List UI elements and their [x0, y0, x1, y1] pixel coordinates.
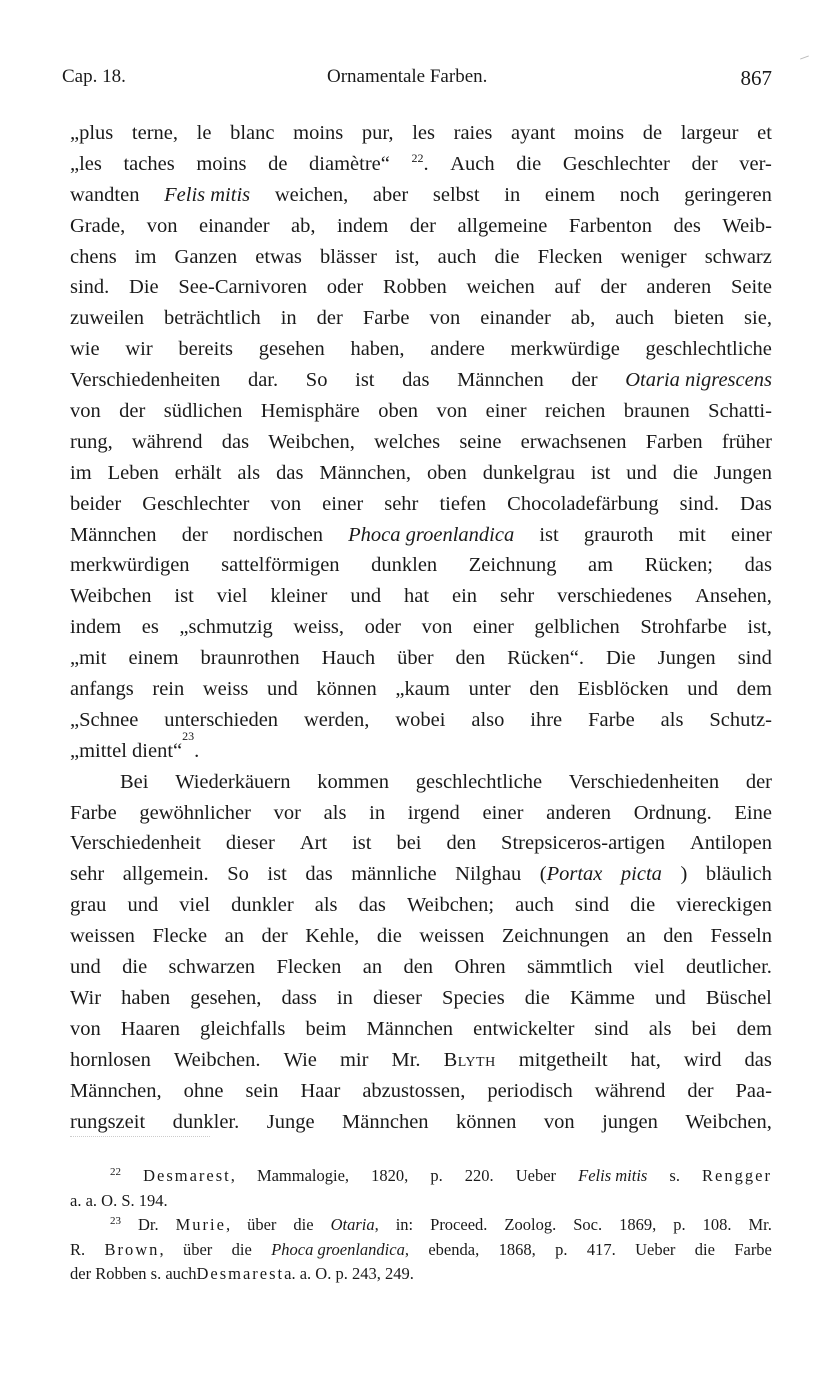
text-line: im Leben erhält als das Männchen, oben dunkelgrau ist und die Jungen [70, 461, 772, 484]
footnote-line: der Robben s. auch Desmarest a. a. O. p. 243, 249. [70, 1264, 414, 1284]
text-line: Männchen der nordischen Phoca groenlandica ist grauroth mit einer [70, 523, 772, 546]
text-line: „mit einem braunrothen Hauch über den Rücken“. Die Jungen sind [70, 647, 772, 670]
text-line: Farbe gewöhnlicher vor als in irgend einer anderen Ordnung. Eine [70, 801, 772, 824]
running-title: Ornamentale Farben. [327, 66, 488, 87]
text-line: Weibchen ist viel kleiner und hat ein sehr verschiedenes Ansehen, [70, 585, 772, 608]
main-text [70, 118, 772, 1137]
text-line: „plus terne, le blanc moins pur, les raies ayant moins de largeur et [70, 122, 772, 144]
text-line: „les taches moins de diamètre“ $^{22}$. Auch die Geschlechter der ver- [70, 150, 772, 175]
running-header [62, 66, 772, 96]
text-line: zuweilen beträchtlich in der Farbe von einander ab, auch bieten sie, [70, 307, 772, 330]
text-line: Verschiedenheit dieser Art ist bei den Strepsiceros-artigen Antilopen [70, 832, 772, 855]
text-line: merkwürdigen sattelförmigen dunklen Zeichnung am Rücken; das [70, 554, 772, 577]
text-line: Bei Wiederkäuern kommen geschlechtliche Verschiedenheiten der [120, 770, 772, 793]
text-line: Männchen, ohne sein Haar abzustossen, periodisch während der Paa- [70, 1079, 772, 1102]
chapter-label: Cap. 18. [62, 66, 126, 87]
footnote-line: a. a. O. S. 194. [70, 1190, 168, 1210]
text-line: von Haaren gleichfalls beim Männchen entwickelter sind als bei dem [70, 1017, 772, 1040]
text-line: Grade, von einander ab, indem der allgemeine Farbenton des Weib- [70, 214, 772, 237]
text-line: und die schwarzen Flecken an den Ohren sämmtlich viel deutlicher. [70, 956, 772, 979]
text-line: „mittel dient“ 23 . [70, 728, 200, 762]
footnote-separator [70, 1136, 210, 1137]
footnotes [70, 1164, 772, 1287]
text-line: sind. Die See-Carnivoren oder Robben weichen auf der anderen Seite [70, 276, 772, 299]
text-line: chens im Ganzen etwas blässer ist, auch die Flecken weniger schwarz [70, 245, 772, 268]
text-line: von der südlichen Hemisphäre oben von einer reichen braunen Schatti- [70, 400, 772, 423]
footnote-line: $^{23}$ Dr. Murie, über die Otaria, in: Proceed. Zoolog. Soc. 1869, p. 108. Mr. [110, 1215, 772, 1235]
text-line: rung, während das Weibchen, welches seine erwachsenen Farben früher [70, 430, 772, 453]
footnote-line: R. Brown, über die Phoca groenlandica, ebenda, 1868, p. 417. Ueber die Farbe [70, 1239, 772, 1259]
text-line: Verschiedenheiten dar. So ist das Männchen der Otaria nigrescens [70, 369, 772, 392]
text-line: rungszeit dunkler. Junge Männchen können von jungen Weibchen, [70, 1110, 772, 1133]
text-line: „Schnee unterschieden werden, wobei also ihre Farbe als Schutz- [70, 708, 772, 731]
text-line: hornlosen Weibchen. Wie mir Mr. Blyth mitgetheilt hat, wird das [70, 1048, 772, 1071]
text-line: anfangs rein weiss und können „kaum unter den Eisblöcken und dem [70, 678, 772, 701]
text-line: wandten Felis mitis weichen, aber selbst in einem noch geringeren [70, 183, 772, 206]
text-line: weissen Flecke an der Kehle, die weissen Zeichnungen an den Fesseln [70, 925, 772, 948]
text-line: sehr allgemein. So ist das männliche Nilghau (Portax picta ) bläulich [70, 863, 772, 886]
text-line: Wir haben gesehen, dass in dieser Species die Kämme und Büschel [70, 986, 772, 1009]
footnote-line: $^{22}$ Desmarest, Mammalogie, 1820, p. 220. Ueber Felis mitis s. Rengger [110, 1166, 772, 1185]
text-line: grau und viel dunkler als das Weibchen; auch sind die viereckigen [70, 894, 772, 917]
text-line: beider Geschlechter von einer sehr tiefen Chocoladefärbung sind. Das [70, 492, 772, 515]
page-number: 867 [740, 66, 772, 90]
text-line: indem es „schmutzig weiss, oder von einer gelblichen Strohfarbe ist, [70, 616, 772, 639]
scan-mark [800, 55, 809, 59]
text-line: wie wir bereits gesehen haben, andere merkwürdige geschlechtliche [70, 338, 772, 361]
